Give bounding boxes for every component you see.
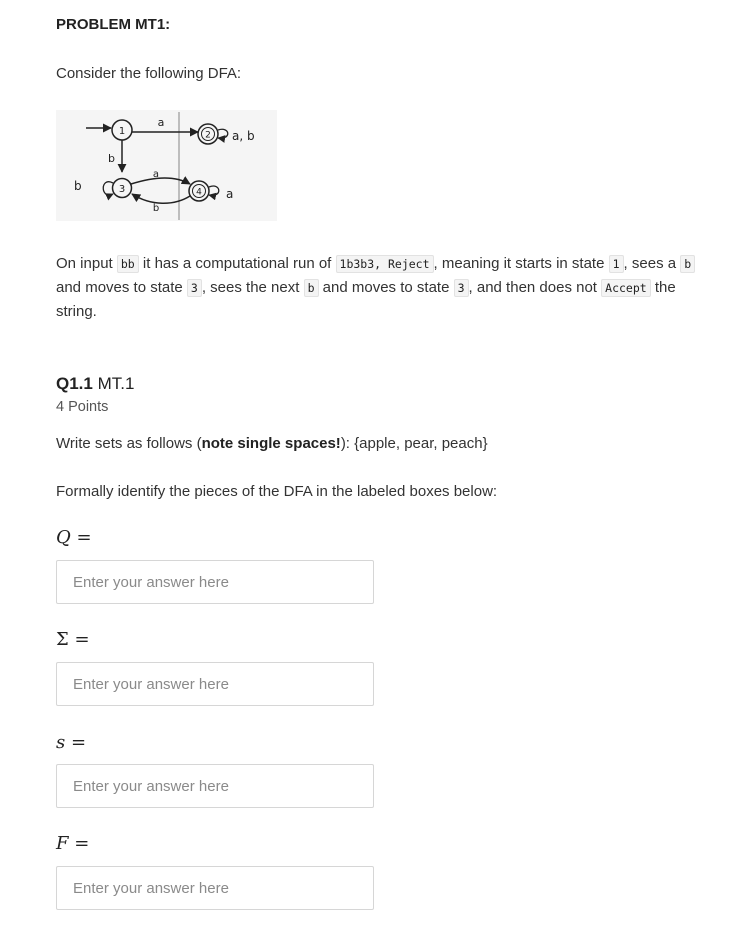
code-run: 1b3b3, Reject (336, 255, 434, 273)
state-1-label: 1 (118, 126, 126, 137)
state-3-label: 3 (118, 184, 126, 195)
run-description (56, 252, 716, 324)
loop-4 (209, 186, 219, 195)
loop-2-label: a, b (232, 129, 255, 143)
note-prefix: Write sets as follows ( (56, 435, 202, 452)
note-bold: note single spaces! (201, 435, 341, 452)
problem-intro: Consider the following DFA: (56, 65, 242, 82)
question-name: MT.1 (97, 374, 135, 393)
code-state-3: 3 (187, 279, 202, 297)
run-text-9: the string. (56, 279, 676, 320)
code-symbol-b-2: b (304, 279, 319, 297)
edge-3-to-4 (131, 178, 190, 184)
question-title (56, 374, 134, 394)
run-text-8: , and then does not (468, 279, 602, 296)
edge-3-to-4-label: a (152, 169, 160, 180)
code-symbol-b: b (680, 255, 695, 273)
code-state-3-2: 3 (454, 279, 469, 297)
note-suffix: ): {apple, pear, peach} (340, 435, 488, 452)
label-s-eq: = (70, 732, 87, 753)
label-sigma (56, 629, 90, 650)
label-s (56, 732, 86, 753)
state-4-label: 4 (196, 187, 202, 198)
answer-input-q[interactable] (56, 560, 374, 604)
loop-3-label: b (74, 179, 82, 193)
edge-1-to-2-label: a (157, 116, 165, 129)
label-sigma-eq: = (74, 629, 90, 650)
state-2 (198, 124, 218, 144)
state-2-label: 2 (205, 130, 211, 141)
run-text-7: and moves to state (318, 279, 454, 296)
answer-input-f[interactable] (56, 866, 374, 910)
answer-input-sigma[interactable] (56, 662, 374, 706)
state-1 (112, 120, 132, 140)
state-3 (113, 179, 132, 198)
label-s-symbol: s (56, 732, 66, 753)
label-f (56, 833, 89, 854)
loop-2 (218, 129, 228, 138)
loop-3 (103, 182, 113, 195)
problem-title: PROBLEM MT1: (56, 16, 171, 33)
code-accept: Accept (601, 279, 651, 297)
edge-4-to-3 (132, 194, 190, 203)
edge-4-to-3-label: b (152, 203, 160, 214)
label-q (56, 527, 92, 548)
run-text-4: , sees a (623, 255, 681, 272)
run-text-6: , sees the next (201, 279, 304, 296)
edge-1-to-3-label: b (108, 152, 115, 165)
loop-4-label: a (226, 187, 234, 201)
state-4 (189, 181, 209, 201)
label-f-symbol: F (56, 833, 69, 854)
question-number: Q1.1 (56, 374, 93, 393)
label-q-symbol: Q (56, 527, 71, 548)
run-text-2: it has a computational run of (138, 255, 336, 272)
run-text-5: and moves to state (56, 279, 187, 296)
run-text-1: On input (56, 255, 117, 272)
label-f-eq: = (74, 833, 90, 854)
code-state-1: 1 (609, 255, 624, 273)
label-q-eq: = (76, 527, 92, 548)
run-text-3: , meaning it starts in state (433, 255, 609, 272)
label-sigma-symbol: Σ (56, 629, 69, 650)
sets-format-note (56, 435, 488, 452)
question-instruction: Formally identify the pieces of the DFA in the labeled boxes below: (56, 483, 498, 500)
code-input-bb: bb (117, 255, 139, 273)
question-points: 4 Points (56, 399, 109, 415)
dfa-diagram (56, 110, 277, 221)
answer-input-s[interactable] (56, 764, 374, 808)
